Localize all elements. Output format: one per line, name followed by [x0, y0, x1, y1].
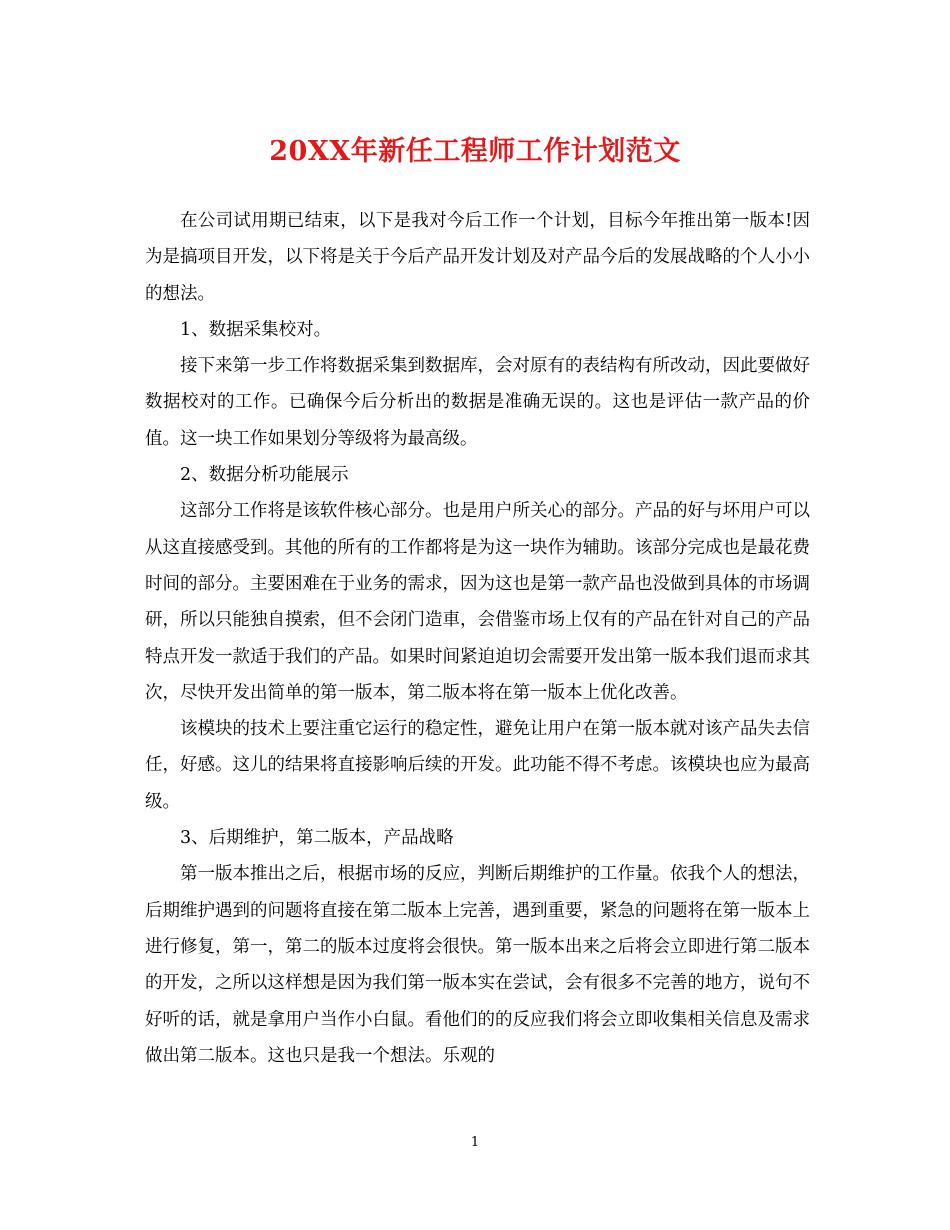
- paragraph-module-stability: 该模块的技术上要注重它运行的稳定性，避免让用户在第一版本就对该产品失去信任，好感。这儿的结果将直接影响后续的开发。此功能不得不考虑。该模块也应为最高级。: [145, 719, 810, 812]
- paragraph-intro: 在公司试用期已结束，以下是我对今后工作一个计划，目标今年推出第一版本!因为是搞项目开发，以下将是关于今后产品开发计划及对产品今后的发展战略的个人小小的想法。: [145, 211, 810, 304]
- section-heading-3: 3、后期维护，第二版本，产品战略: [180, 828, 454, 849]
- document-title: 20XX年新任工程师工作计划范文: [269, 136, 681, 167]
- section-heading-1: 1、数据采集校对。: [180, 319, 332, 340]
- page-number: 1: [470, 1135, 480, 1150]
- paragraph-data-collection: 接下来第一步工作将数据采集到数据库，会对原有的表结构有所改动，因此要做好数据校对的工作。已确保今后分析出的数据是准确无误的。这也是评估一款产品的价值。这一块工作如果划分等级将为最高级。: [145, 356, 810, 449]
- paragraph-data-analysis: 这部分工作将是该软件核心部分。也是用户所关心的部分。产品的好与坏用户可以从这直接感受到。其他的所有的工作都将是为这一块作为辅助。该部分完成也是最花费时间的部分。主要困难在于业务的需求，因为这也是第一款产品也没做到具体的市场调研，所以只能独自摸索，但不会闭门造車，会借鉴市场上仅有的产品在针对自己的产品特点开发一款适于我们的产品。如果时间紧迫迫切会需要开发出第一版本我们退而求其次，尽快开发出简单的第一版本，第二版本将在第一版本上优化改善。: [145, 501, 810, 703]
- paragraph-maintenance: 第一版本推出之后，根据市场的反应，判断后期维护的工作量。依我个人的想法，后期维护遇到的问题将直接在第二版本上完善，遇到重要，紧急的问题将在第一版本上进行修复，第一，第二的版本过度将会很快。第一版本出来之后将会立即进行第二版本的开发，之所以这样想是因为我们第一版本实在尝试，会有很多不完善的地方，说句不好听的话，就是拿用户当作小白鼠。看他们的的反应我们将会立即收集相关信息及需求做出第二版本。这也只是我一个想法。乐观的: [145, 864, 810, 1066]
- document-body: [145, 203, 810, 1074]
- section-heading-2: 2、数据分析功能展示: [180, 465, 349, 486]
